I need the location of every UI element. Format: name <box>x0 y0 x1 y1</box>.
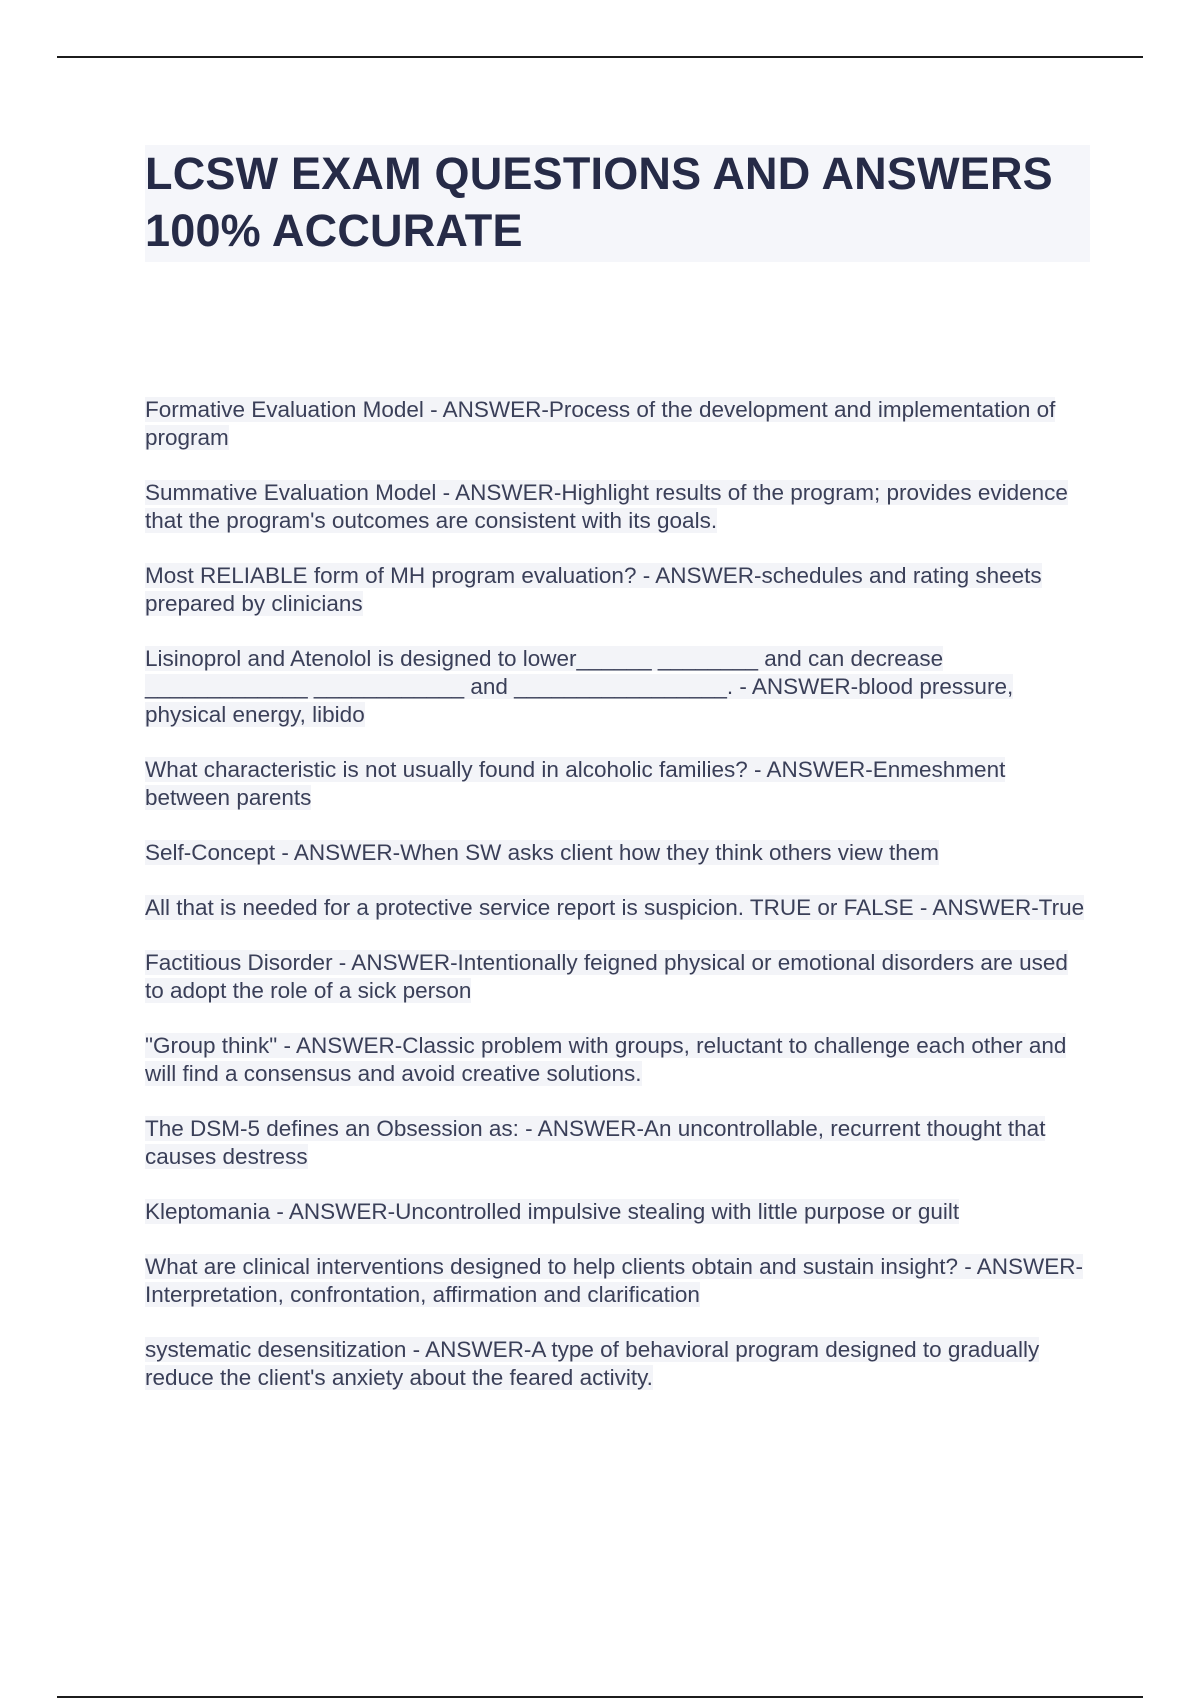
top-rule <box>57 56 1143 58</box>
qa-text: Kleptomania - ANSWER-Uncontrolled impulsive stealing with little purpose or guilt <box>145 1199 960 1224</box>
qa-list <box>145 396 1090 1419</box>
qa-text: What are clinical interventions designed to help clients obtain and sustain insight? - ANSWER-Interpretation, confrontation, affirmation and clarification <box>145 1254 1083 1307</box>
qa-text: What characteristic is not usually found in alcoholic families? - ANSWER-Enmeshment between parents <box>145 757 1006 810</box>
bottom-rule <box>57 1696 1143 1698</box>
qa-item <box>145 562 1090 618</box>
qa-item <box>145 1032 1090 1088</box>
qa-item <box>145 756 1090 812</box>
qa-text: Factitious Disorder - ANSWER-Intentionally feigned physical or emotional disorders are used to adopt the role of a sick person <box>145 950 1068 1003</box>
qa-item <box>145 949 1090 1005</box>
qa-text: Most RELIABLE form of MH program evaluation? - ANSWER-schedules and rating sheets prepared by clinicians <box>145 563 1042 616</box>
title-block <box>145 145 1090 262</box>
qa-text: "Group think" - ANSWER-Classic problem with groups, reluctant to challenge each other and will find a consensus and avoid creative solutions. <box>145 1033 1067 1086</box>
qa-item <box>145 645 1090 729</box>
qa-text: The DSM-5 defines an Obsession as: - ANSWER-An uncontrollable, recurrent thought that causes destress <box>145 1116 1046 1169</box>
qa-item <box>145 894 1090 922</box>
qa-item <box>145 396 1090 452</box>
qa-item <box>145 1253 1090 1309</box>
qa-text: Self-Concept - ANSWER-When SW asks client how they think others view them <box>145 840 940 865</box>
qa-item <box>145 1115 1090 1171</box>
qa-text: systematic desensitization - ANSWER-A type of behavioral program designed to gradually reduce the client's anxiety about the feared activity. <box>145 1337 1040 1390</box>
qa-text: Lisinoprol and Atenolol is designed to lower______ ________ and can decrease _____________ ____________ and _________________. - ANSWER-blood pressure, physical energy, libido <box>145 646 1014 727</box>
qa-item <box>145 1198 1090 1226</box>
qa-text: Formative Evaluation Model - ANSWER-Process of the development and implementation of program <box>145 397 1056 450</box>
qa-item <box>145 1336 1090 1392</box>
qa-text: All that is needed for a protective service report is suspicion. TRUE or FALSE - ANSWER-True <box>145 895 1085 920</box>
page-title: LCSW EXAM QUESTIONS AND ANSWERS 100% ACCURATE <box>145 148 1053 256</box>
qa-item <box>145 839 1090 867</box>
qa-item <box>145 479 1090 535</box>
qa-text: Summative Evaluation Model - ANSWER-Highlight results of the program; provides evidence that the program's outcomes are consistent with its goals. <box>145 480 1068 533</box>
